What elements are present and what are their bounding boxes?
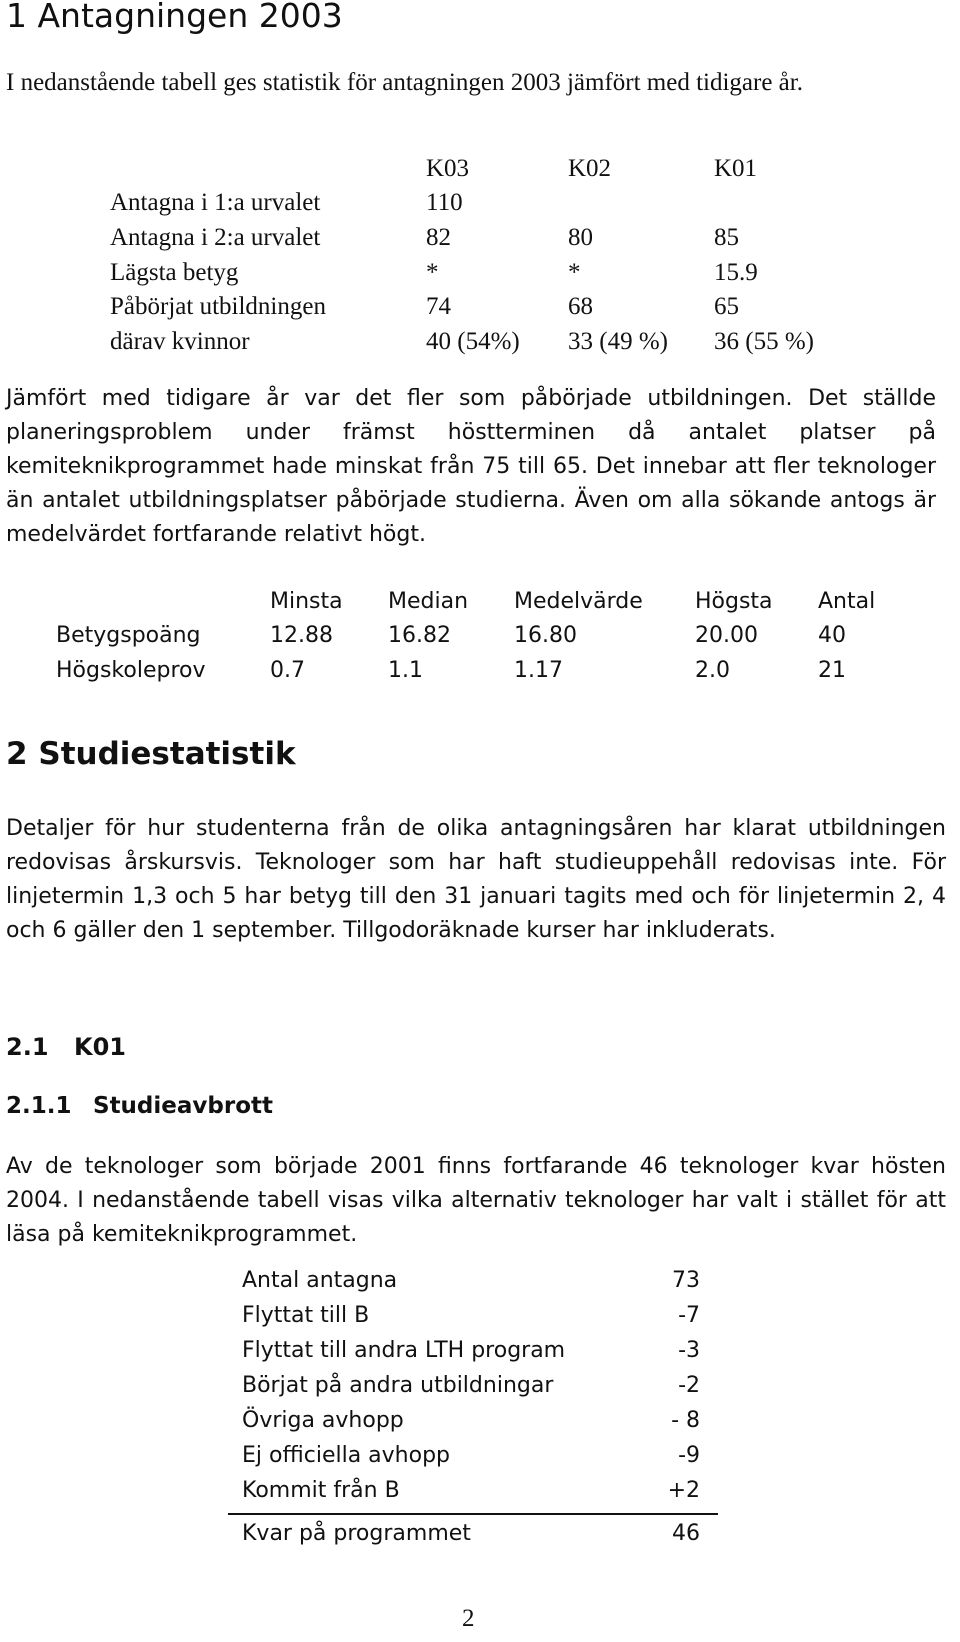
grades-row-label: Högskoleprov bbox=[56, 658, 206, 683]
table-header-k02: K02 bbox=[568, 155, 612, 182]
table-divider bbox=[228, 1513, 718, 1515]
subsection-2-1-1-heading: Studieavbrott bbox=[93, 1093, 273, 1119]
paragraph-text: Jämfört med tidigare år var det fler som påbörjade utbildningen. Det ställde planeringsproblem under främst höstterminen då antalet platser på kemiteknikprogrammet hade minskat från 75 till 65. Det innebar att fler teknologer än antalet utbildningsplatser påbörjade studierna. Även om alla sökande antogs är medelvärdet fortfarande relativt högt. bbox=[6, 386, 936, 547]
dropout-row-value: +2 bbox=[667, 1478, 700, 1503]
table-cell: 82 bbox=[426, 224, 451, 251]
table-header-k01: K01 bbox=[714, 155, 758, 182]
grades-header-median: Median bbox=[388, 589, 469, 614]
dropout-row-label: Börjat på andra utbildningar bbox=[242, 1373, 554, 1398]
table-cell: 74 bbox=[426, 293, 451, 320]
grades-header-hogsta: Högsta bbox=[695, 589, 773, 614]
dropout-row-value: -2 bbox=[678, 1373, 700, 1398]
dropout-row-label: Flyttat till B bbox=[242, 1303, 370, 1328]
grades-header-minsta: Minsta bbox=[270, 589, 343, 614]
dropout-row-label: Kommit från B bbox=[242, 1478, 400, 1503]
grades-cell: 16.82 bbox=[388, 623, 451, 648]
dropout-row-value: -3 bbox=[678, 1338, 700, 1363]
grades-cell: 1.17 bbox=[514, 658, 563, 683]
grades-header-antal: Antal bbox=[818, 589, 876, 614]
dropout-row-value: -7 bbox=[678, 1303, 700, 1328]
dropout-row-value: - 8 bbox=[671, 1408, 700, 1433]
section-2-paragraph bbox=[6, 812, 946, 948]
table-cell: 65 bbox=[714, 293, 739, 320]
paragraph-text: Detaljer för hur studenterna från de olika antagningsåren har klarat utbildningen redovisas årskursvis. Teknologer som har haft studieuppehåll redovisas inte. För linjetermin 1,3 och 5 har betyg till den 31 januari tagits med och för linjetermin 2, 4 och 6 gäller den 1 september. Tillgodoräknade kurser har inkluderats. bbox=[6, 816, 946, 943]
table-cell: 85 bbox=[714, 224, 739, 251]
table-row-label: Antagna i 2:a urvalet bbox=[110, 224, 321, 251]
grades-cell: 2.0 bbox=[695, 658, 730, 683]
page-number: 2 bbox=[462, 1605, 475, 1632]
dropout-row-label: Flyttat till andra LTH program bbox=[242, 1338, 566, 1363]
grades-cell: 20.00 bbox=[695, 623, 758, 648]
grades-row-label: Betygspoäng bbox=[56, 623, 201, 648]
dropout-row-value: 73 bbox=[672, 1268, 700, 1293]
section-2-heading: 2 Studiestatistik bbox=[6, 736, 296, 772]
grades-cell: 16.80 bbox=[514, 623, 577, 648]
table-cell: 68 bbox=[568, 293, 593, 320]
table-row-label: Antagna i 1:a urvalet bbox=[110, 189, 321, 216]
grades-cell: 0.7 bbox=[270, 658, 305, 683]
dropout-row-label: Övriga avhopp bbox=[242, 1408, 404, 1433]
section-1-intro bbox=[6, 66, 946, 100]
subsection-2-1-1-paragraph bbox=[6, 1150, 946, 1252]
section-1-heading: 1 Antagningen 2003 bbox=[6, 0, 343, 35]
dropout-total-value: 46 bbox=[672, 1521, 700, 1546]
grades-cell: 21 bbox=[818, 658, 846, 683]
subsection-2-1-number: 2.1 bbox=[6, 1033, 49, 1061]
table-row-label: därav kvinnor bbox=[110, 328, 250, 355]
table-cell: 80 bbox=[568, 224, 593, 251]
grades-cell: 1.1 bbox=[388, 658, 423, 683]
dropout-row-label: Antal antagna bbox=[242, 1268, 398, 1293]
table-cell: 15.9 bbox=[714, 259, 758, 286]
section-1-paragraph bbox=[6, 382, 936, 552]
table-cell: 36 (55 %) bbox=[714, 328, 814, 355]
subsection-2-1-heading: K01 bbox=[74, 1033, 126, 1061]
grades-header-medelvarde: Medelvärde bbox=[514, 589, 643, 614]
subsection-2-1-1-number: 2.1.1 bbox=[6, 1093, 72, 1119]
table-row-label: Lägsta betyg bbox=[110, 259, 239, 286]
table-cell: 40 (54%) bbox=[426, 328, 520, 355]
table-header-k03: K03 bbox=[426, 155, 470, 182]
table-cell: 110 bbox=[426, 189, 463, 216]
dropout-total-label: Kvar på programmet bbox=[242, 1521, 471, 1546]
table-cell: * bbox=[426, 259, 439, 286]
dropout-row-value: -9 bbox=[678, 1443, 700, 1468]
table-row-label: Påbörjat utbildningen bbox=[110, 293, 326, 320]
grades-cell: 40 bbox=[818, 623, 846, 648]
paragraph-text: Av de teknologer som började 2001 finns fortfarande 46 teknologer kvar hösten 2004. I nedanstående tabell visas vilka alternativ teknologer har valt i stället för att läsa på kemiteknikprogrammet. bbox=[6, 1154, 946, 1247]
table-cell: * bbox=[568, 259, 581, 286]
grades-cell: 12.88 bbox=[270, 623, 333, 648]
intro-text: I nedanstående tabell ges statistik för antagningen 2003 jämfört med tidigare år. bbox=[6, 69, 803, 96]
dropout-row-label: Ej officiella avhopp bbox=[242, 1443, 451, 1468]
table-cell: 33 (49 %) bbox=[568, 328, 668, 355]
